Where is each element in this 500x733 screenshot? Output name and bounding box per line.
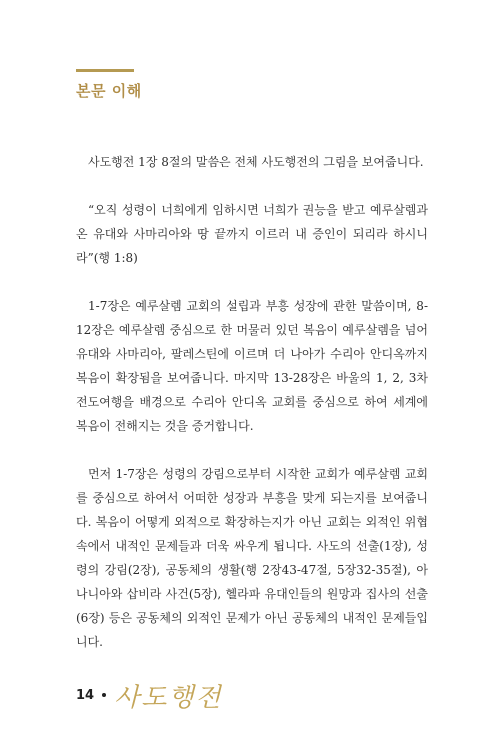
body-text	[76, 150, 428, 654]
book-title-logo: 사도행전	[114, 682, 223, 713]
section-title: 본문 이해	[76, 82, 142, 100]
paragraph-2: 1-7장은 예루살렘 교회의 설립과 부흥 성장에 관한 말씀이며, 8-12장은 예루살렘 중심으로 한 머물러 있던 복음이 예루살렘을 넘어 유대와 사마리아, 팔레스틴에 이르며 더 나아가 수리아 안디옥까지 복음이 확장됨을 보여줍니다. 마지막 13-28장은 바울의 1, 2, 3차 전도여행을 배경으로 수리아 안디옥 교회를 중심으로 하여 세계에 복음이 전해지는 것을 증거합니다.	[76, 299, 428, 433]
paragraph-3: 먼저 1-7장은 성령의 강림으로부터 시작한 교회가 예루살렘 교회를 중심으로 하여서 어떠한 성장과 부흥을 맞게 되는지를 보여줍니다. 복음이 어떻게 외적으로 확장하는지가 아닌 교회는 외적인 위협 속에서 내적인 문제들과 더욱 싸우게 됩니다. 사도의 선출(1장), 성령의 강림(2장), 공동체의 생활(행 2장43-47절, 5장32-35절), 아나니아와 삽비라 사건(5장), 헬라파 유대인들의 원망과 집사의 선출(6장) 등은 공동체의 외적인 문제가 아닌 공동체의 내적인 문제들입니다.	[76, 467, 428, 649]
page-number: 14	[76, 687, 95, 703]
page-footer	[76, 675, 223, 715]
paragraph-1: 사도행전 1장 8절의 말씀은 전체 사도행전의 그림을 보여줍니다.	[88, 155, 424, 169]
section-rule	[76, 69, 134, 72]
paragraph-quote: “오직 성령이 너희에게 임하시면 너희가 권능을 받고 예루살렘과 온 유대와 사마리아와 땅 끝까지 이르러 내 증인이 되리라 하시니라”(행 1:8)	[76, 203, 428, 265]
footer-bullet	[102, 693, 106, 697]
